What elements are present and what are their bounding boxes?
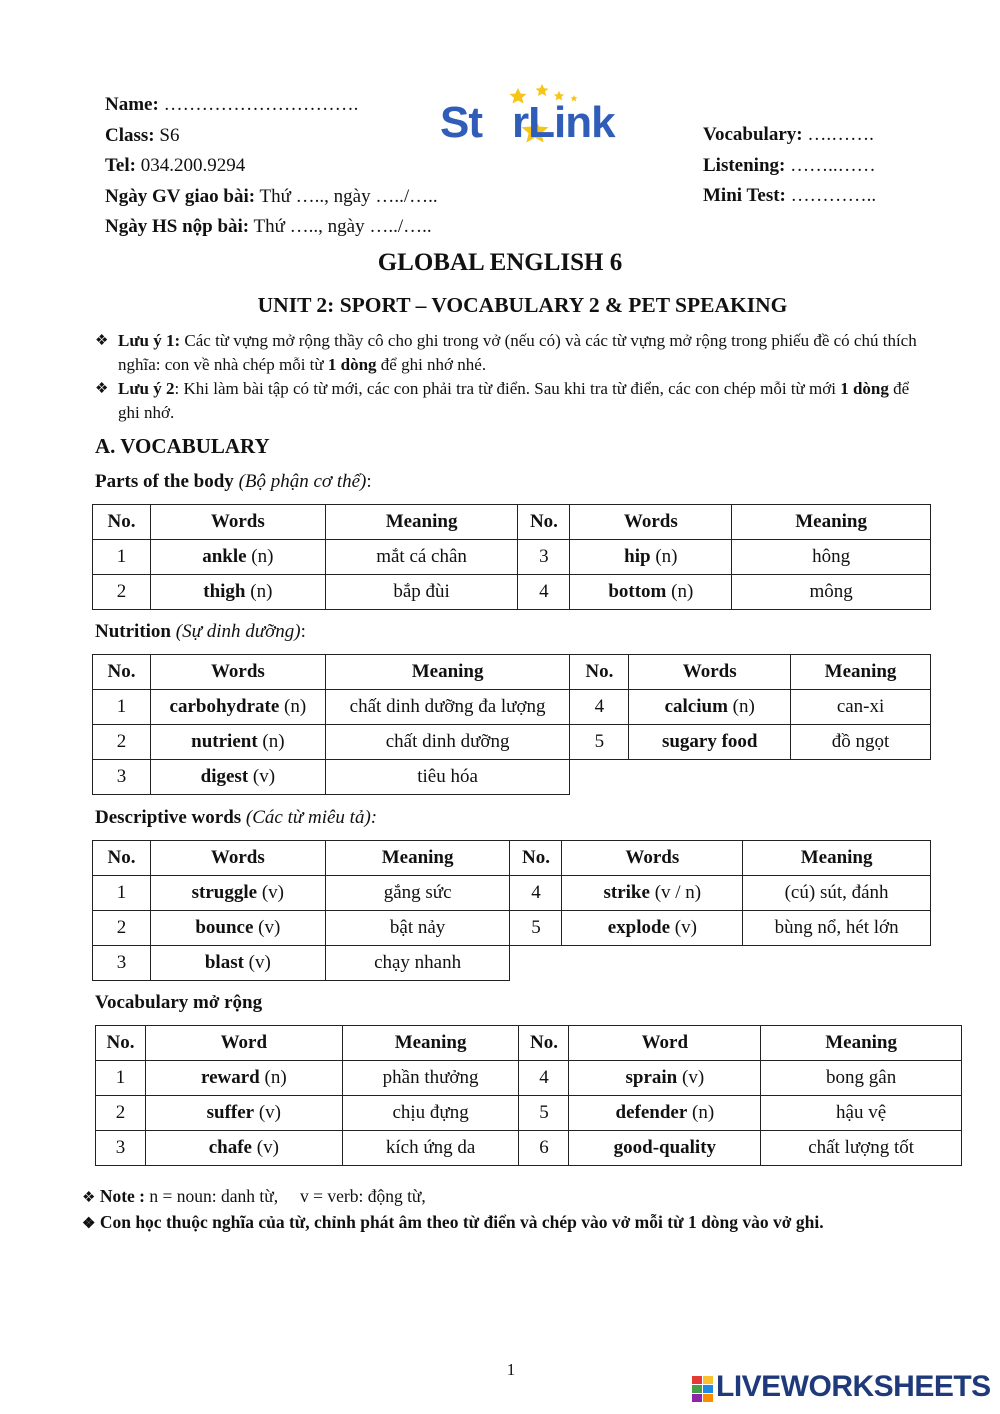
notes <box>95 329 935 425</box>
score-info <box>703 120 876 212</box>
table-row <box>93 690 931 725</box>
empty-cell <box>743 946 931 981</box>
cell-word: defender (n) <box>569 1096 761 1131</box>
column-header: No. <box>518 505 570 540</box>
nutrition-table <box>92 654 931 795</box>
column-header: Words <box>562 841 743 876</box>
cell-number: 3 <box>96 1131 146 1166</box>
vocabulary-score-line: Vocabulary: ….……. <box>703 124 874 145</box>
liveworksheets-mark-icon <box>692 1376 714 1402</box>
cell-meaning: chất dinh dưỡng <box>325 725 570 760</box>
table-header-row <box>96 1026 962 1061</box>
cell-meaning: hậu vệ <box>761 1096 962 1131</box>
diamond-bullet-icon: ❖ <box>82 1216 96 1232</box>
cell-word: thigh (n) <box>150 575 325 610</box>
extended-heading: Vocabulary mở rộng <box>95 992 263 1013</box>
cell-meaning: phần thưởng <box>342 1061 519 1096</box>
column-header: No. <box>93 841 151 876</box>
note-2: ❖ Lưu ý 2: Khi làm bài tập có từ mới, các con phải tra từ điển. Sau khi tra từ điển, các con chép mỗi từ mới 1 dòng để ghi nhớ. <box>95 379 910 422</box>
assign-date-line: Ngày GV giao bài: Thứ ….., ngày …../….. <box>105 185 438 207</box>
cell-word: calcium (n) <box>629 690 791 725</box>
table-header-row <box>93 655 931 690</box>
class-line: Class: S6 <box>105 124 180 146</box>
cell-meaning: đồ ngọt <box>791 725 931 760</box>
cell-word: explode (v) <box>562 911 743 946</box>
cell-number: 3 <box>93 760 151 795</box>
empty-cell <box>629 760 791 795</box>
empty-cell <box>791 760 931 795</box>
diamond-bullet-icon: ❖ <box>82 1190 96 1206</box>
nutrition-heading: Nutrition (Sự dinh dưỡng): <box>95 621 306 642</box>
minitest-score-line: Mini Test: ………….. <box>703 185 877 206</box>
cell-word: bottom (n) <box>570 575 732 610</box>
column-header: No. <box>93 505 151 540</box>
column-header: Meaning <box>732 505 931 540</box>
cell-number: 4 <box>570 690 629 725</box>
cell-word: good-quality <box>569 1131 761 1166</box>
cell-number: 4 <box>518 575 570 610</box>
cell-meaning: chất lượng tốt <box>761 1131 962 1166</box>
cell-meaning: bong gân <box>761 1061 962 1096</box>
table-row <box>93 911 931 946</box>
cell-word: carbohydrate (n) <box>150 690 325 725</box>
cell-number: 5 <box>570 725 629 760</box>
cell-meaning: chất dinh dưỡng đa lượng <box>325 690 570 725</box>
empty-cell <box>570 760 629 795</box>
table-row <box>93 876 931 911</box>
column-header: No. <box>570 655 629 690</box>
cell-meaning: mông <box>732 575 931 610</box>
diamond-bullet-icon: ❖ <box>95 333 109 349</box>
starlink-logo <box>440 84 650 154</box>
empty-cell <box>510 946 562 981</box>
column-header: Words <box>150 505 325 540</box>
table-row <box>96 1131 962 1166</box>
note-1: ❖ Lưu ý 1: Các từ vựng mở rộng thầy cô cho ghi trong vở (nếu có) và các từ vựng mở rộng trong phiếu đề có chú thích nghĩa: con về nhà chép mỗi từ 1 dòng để ghi nhớ nhé. <box>95 331 917 374</box>
submit-date-line: Ngày HS nộp bài: Thứ ….., ngày …../….. <box>105 216 432 237</box>
page-title: GLOBAL ENGLISH 6 <box>377 249 623 276</box>
cell-word: hip (n) <box>570 540 732 575</box>
cell-number: 1 <box>96 1061 146 1096</box>
extended-table <box>95 1025 962 1166</box>
cell-meaning: (cú) sút, đánh <box>743 876 931 911</box>
cell-number: 2 <box>93 725 151 760</box>
column-header: No. <box>93 655 151 690</box>
cell-number: 2 <box>93 575 151 610</box>
name-line: Name: …………………………. <box>105 94 359 115</box>
cell-word: strike (v / n) <box>562 876 743 911</box>
cell-number: 4 <box>510 876 562 911</box>
cell-word: nutrient (n) <box>150 725 325 760</box>
descriptive-table <box>92 840 931 981</box>
cell-number: 2 <box>93 911 151 946</box>
cell-word: struggle (v) <box>150 876 325 911</box>
cell-word: ankle (n) <box>150 540 325 575</box>
section-heading: A. VOCABULARY <box>95 434 270 458</box>
cell-meaning: bật nảy <box>325 911 510 946</box>
body-heading: Parts of the body (Bộ phận cơ thể): <box>95 471 372 492</box>
cell-number: 1 <box>93 690 151 725</box>
column-header: Word <box>569 1026 761 1061</box>
cell-number: 5 <box>519 1096 569 1131</box>
column-header: Meaning <box>743 841 931 876</box>
column-header: Meaning <box>325 505 518 540</box>
table-row <box>93 725 931 760</box>
footnote-note: ❖ Note : n = noun: danh từ, v = verb: động từ, <box>82 1186 426 1206</box>
cell-number: 4 <box>519 1061 569 1096</box>
column-header: Meaning <box>325 655 570 690</box>
cell-word: blast (v) <box>150 946 325 981</box>
cell-number: 3 <box>518 540 570 575</box>
diamond-bullet-icon: ❖ <box>95 381 109 397</box>
cell-number: 6 <box>519 1131 569 1166</box>
cell-meaning: chịu đựng <box>342 1096 519 1131</box>
cell-meaning: kích ứng da <box>342 1131 519 1166</box>
page-subtitle: UNIT 2: SPORT – VOCABULARY 2 & PET SPEAKING <box>257 293 788 317</box>
cell-word: bounce (v) <box>150 911 325 946</box>
column-header: Meaning <box>791 655 931 690</box>
cell-word: digest (v) <box>150 760 325 795</box>
column-header: Words <box>150 841 325 876</box>
cell-number: 3 <box>93 946 151 981</box>
cell-word: sugary food <box>629 725 791 760</box>
cell-meaning: bùng nổ, hét lớn <box>743 911 931 946</box>
column-header: Words <box>570 505 732 540</box>
cell-number: 2 <box>96 1096 146 1131</box>
cell-number: 1 <box>93 540 151 575</box>
column-header: Meaning <box>325 841 510 876</box>
table-row <box>93 575 931 610</box>
table-row <box>96 1096 962 1131</box>
column-header: No. <box>519 1026 569 1061</box>
descriptive-heading: Descriptive words (Các từ miêu tả): <box>95 807 378 828</box>
footnote-instruction: ❖ Con học thuộc nghĩa của từ, chỉnh phát âm theo từ điển và chép vào vở mỗi từ 1 dòng vào vở ghi. <box>82 1212 824 1232</box>
column-header: Words <box>629 655 791 690</box>
cell-meaning: bắp đùi <box>325 575 518 610</box>
table-row <box>93 946 931 981</box>
cell-number: 5 <box>510 911 562 946</box>
cell-meaning: chạy nhanh <box>325 946 510 981</box>
logo-wordmark: St rLink <box>440 98 615 147</box>
cell-meaning: can-xi <box>791 690 931 725</box>
cell-word: chafe (v) <box>145 1131 342 1166</box>
cell-meaning: mắt cá chân <box>325 540 518 575</box>
cell-word: suffer (v) <box>145 1096 342 1131</box>
column-header: Words <box>150 655 325 690</box>
column-header: Meaning <box>342 1026 519 1061</box>
empty-cell <box>562 946 743 981</box>
table-header-row <box>93 505 931 540</box>
page-number: 1 <box>506 1360 516 1379</box>
cell-meaning: gắng sức <box>325 876 510 911</box>
liveworksheets-logo <box>692 1372 992 1406</box>
body-table <box>92 504 931 610</box>
cell-number: 1 <box>93 876 151 911</box>
cell-meaning: tiêu hóa <box>325 760 570 795</box>
column-header: No. <box>510 841 562 876</box>
liveworksheets-wordmark: LIVEWORKSHEETS <box>716 1370 991 1403</box>
listening-score-line: Listening: ……..…… <box>703 154 876 176</box>
column-header: Meaning <box>761 1026 962 1061</box>
cell-word: reward (n) <box>145 1061 342 1096</box>
table-header-row <box>93 841 931 876</box>
column-header: No. <box>96 1026 146 1061</box>
column-header: Word <box>145 1026 342 1061</box>
table-row <box>96 1061 962 1096</box>
table-row <box>93 760 931 795</box>
cell-word: sprain (v) <box>569 1061 761 1096</box>
cell-meaning: hông <box>732 540 931 575</box>
table-row <box>93 540 931 575</box>
tel-line: Tel: 034.200.9294 <box>105 155 246 176</box>
student-info <box>105 90 438 243</box>
